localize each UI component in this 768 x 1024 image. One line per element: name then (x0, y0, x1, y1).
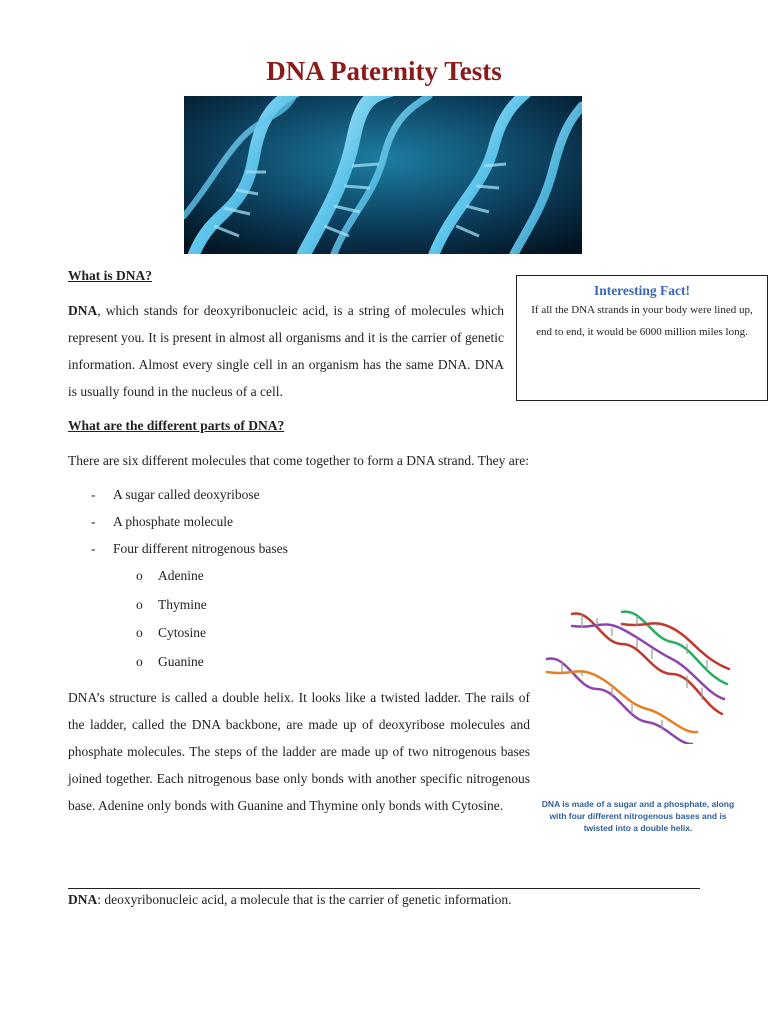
bases-list (136, 562, 207, 676)
divider-line (68, 888, 700, 889)
glossary-definition: : deoxyribonucleic acid, a molecule that is the carrier of genetic information. (97, 892, 512, 907)
double-helix-figure (542, 604, 732, 744)
glossary-term: DNA (68, 892, 98, 907)
fact-title: Interesting Fact! (593, 283, 691, 298)
list-item: o Guanine (136, 653, 204, 669)
list-item: - A phosphate molecule (91, 514, 233, 529)
list-item: - Four different nitrogenous bases (91, 541, 288, 556)
dna-term: DNA (68, 303, 98, 318)
fact-text: If all the DNA strands in your body were lined up, end to end, it would be 6000 million miles long. (531, 304, 753, 338)
page-title: DNA Paternity Tests (266, 56, 502, 86)
dna-definition-paragraph (68, 297, 504, 405)
list-item: - A sugar called deoxyribose (91, 487, 260, 502)
dna-hero-image (184, 96, 582, 254)
structure-paragraph: DNA’s structure is called a double helix. It looks like a twisted ladder. The rails of the ladder, called the DNA backbone, are made up of deoxyribose molecules and phosphate molecules. The steps of the ladder are made up of two nitrogenous bases joined together. Each nitrogenous base only bonds with another specific nitrogenous base. Adenine only bonds with Guanine and Thymine only bonds with Cytosine. (68, 690, 530, 813)
interesting-fact-box (516, 275, 768, 401)
list-item: o Cytosine (136, 625, 207, 640)
figure-caption: DNA is made of a sugar and a phosphate, along with four different nitrogenous bases and is twisted into a double helix. (541, 799, 735, 833)
molecule-list (91, 481, 288, 562)
list-item: o Thymine (136, 596, 207, 612)
section-heading-parts-of-dna: What are the different parts of DNA? (68, 418, 285, 433)
parts-intro-text: There are six different molecules that come together to form a DNA strand. They are: (68, 453, 529, 468)
section-heading-what-is-dna: What is DNA? (68, 268, 153, 283)
glossary-entry (68, 892, 511, 908)
dna-definition-text: , which stands for deoxyribonucleic acid, is a string of molecules which represent you. It is present in almost all organisms and it is the carrier of genetic information. Almost every single cell in an organism has the same DNA. DNA is usually found in the nucleus of a cell. (68, 303, 504, 399)
list-item: o Adenine (136, 568, 204, 583)
